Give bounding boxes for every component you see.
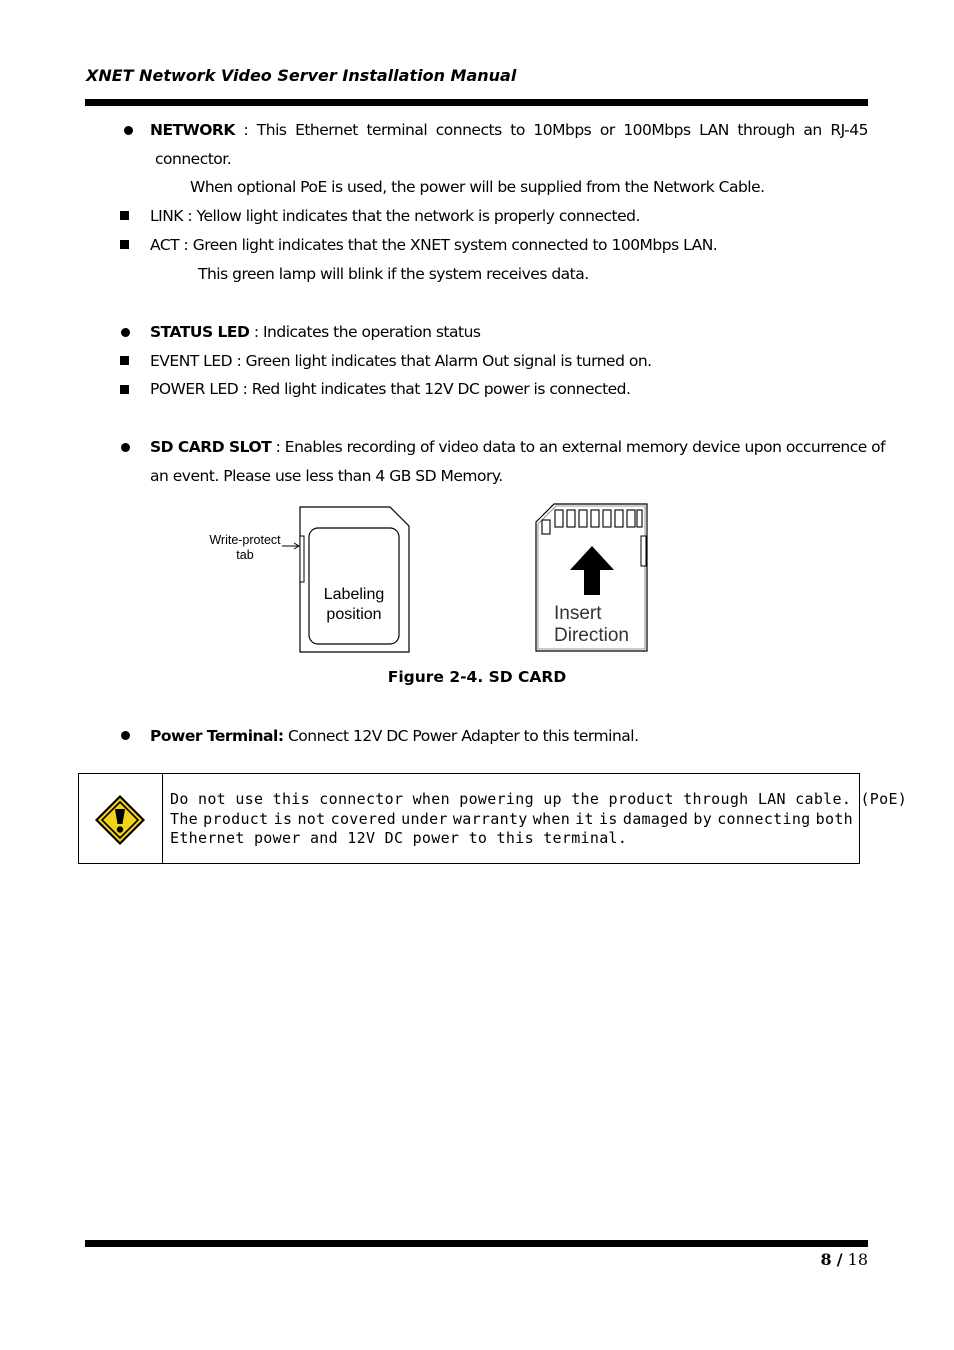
footer-rule — [85, 1240, 868, 1247]
sd-card-front-figure — [278, 500, 418, 660]
event-led-item: EVENT LED : Green light indicates that Alarm Out signal is turned on. — [150, 352, 652, 370]
bullet-dot — [121, 328, 130, 337]
contact-pin — [555, 510, 563, 527]
figure-caption: Figure 2-4. SD CARD — [387, 668, 567, 686]
act-note: This green lamp will blink if the system receives data. — [198, 265, 589, 283]
bullet-square — [120, 240, 129, 249]
warning-line-2: The product is not covered under warranty when it is damaged by connecting both — [170, 809, 853, 828]
sd-card-line: SD CARD SLOT : Enables recording of video data to an external memory device upon occurrence of — [150, 438, 886, 456]
bullet-square — [120, 385, 129, 394]
contact-pin — [603, 510, 611, 527]
bullet-dot — [124, 126, 133, 135]
page-separator: / — [836, 1250, 843, 1269]
bullet-dot — [121, 731, 130, 740]
labeling-position-label: Labeling position — [323, 586, 385, 623]
warning-line-1: Do not use this connector when powering up the product through LAN cable. (PoE) — [170, 790, 908, 808]
network-poe-note: When optional PoE is used, the power will be supplied from the Network Cable. — [190, 178, 765, 196]
contact-pin — [591, 510, 599, 527]
write-protect-tab — [300, 536, 304, 582]
warning-icon — [94, 794, 146, 846]
page-number — [820, 1250, 868, 1269]
document-header-title: XNET Network Video Server Installation Manual — [86, 66, 517, 85]
contact-pin — [542, 520, 550, 534]
warning-icon-cell — [79, 774, 163, 863]
act-item: ACT : Green light indicates that the XNET system connected to 100Mbps LAN. — [150, 236, 718, 254]
contact-pin — [579, 510, 587, 527]
exclamation-dot — [117, 826, 123, 832]
link-item: LINK : Yellow light indicates that the network is properly connected. — [150, 207, 640, 225]
current-page: 8 — [820, 1250, 832, 1269]
total-pages: 18 — [847, 1250, 868, 1269]
warning-box — [78, 773, 908, 864]
power-terminal-line: Power Terminal: Connect 12V DC Power Adapter to this terminal. — [150, 727, 639, 745]
write-protect-label: Write-protect tab — [209, 533, 281, 562]
contact-pin — [567, 510, 575, 527]
bullet-square — [120, 356, 129, 365]
sd-card-label: SD CARD SLOT — [150, 438, 272, 456]
network-label: NETWORK — [150, 121, 235, 139]
power-terminal-label: Power Terminal: — [150, 727, 284, 745]
insert-direction-label: Insert Direction — [554, 603, 629, 646]
warning-text — [170, 790, 908, 849]
write-protect-tab — [641, 536, 646, 566]
contact-pin — [627, 510, 635, 527]
bullet-square — [120, 211, 129, 220]
power-led-item: POWER LED : Red light indicates that 12V DC power is connected. — [150, 380, 631, 398]
contact-pin — [615, 510, 623, 527]
warning-line-3: Ethernet power and 12V DC power to this terminal. — [170, 829, 628, 847]
bullet-dot — [121, 443, 130, 452]
network-line: NETWORK : This Ethernet terminal connects to 10Mbps or 100Mbps LAN through an RJ-45 — [150, 121, 868, 139]
sd-card-desc-cont: an event. Please use less than 4 GB SD Memory. — [150, 467, 503, 485]
status-led-line: STATUS LED : Indicates the operation status — [150, 323, 481, 341]
status-led-label: STATUS LED — [150, 323, 250, 341]
network-desc-cont: connector. — [155, 150, 232, 168]
contact-pin — [637, 510, 642, 527]
header-rule — [85, 99, 868, 106]
